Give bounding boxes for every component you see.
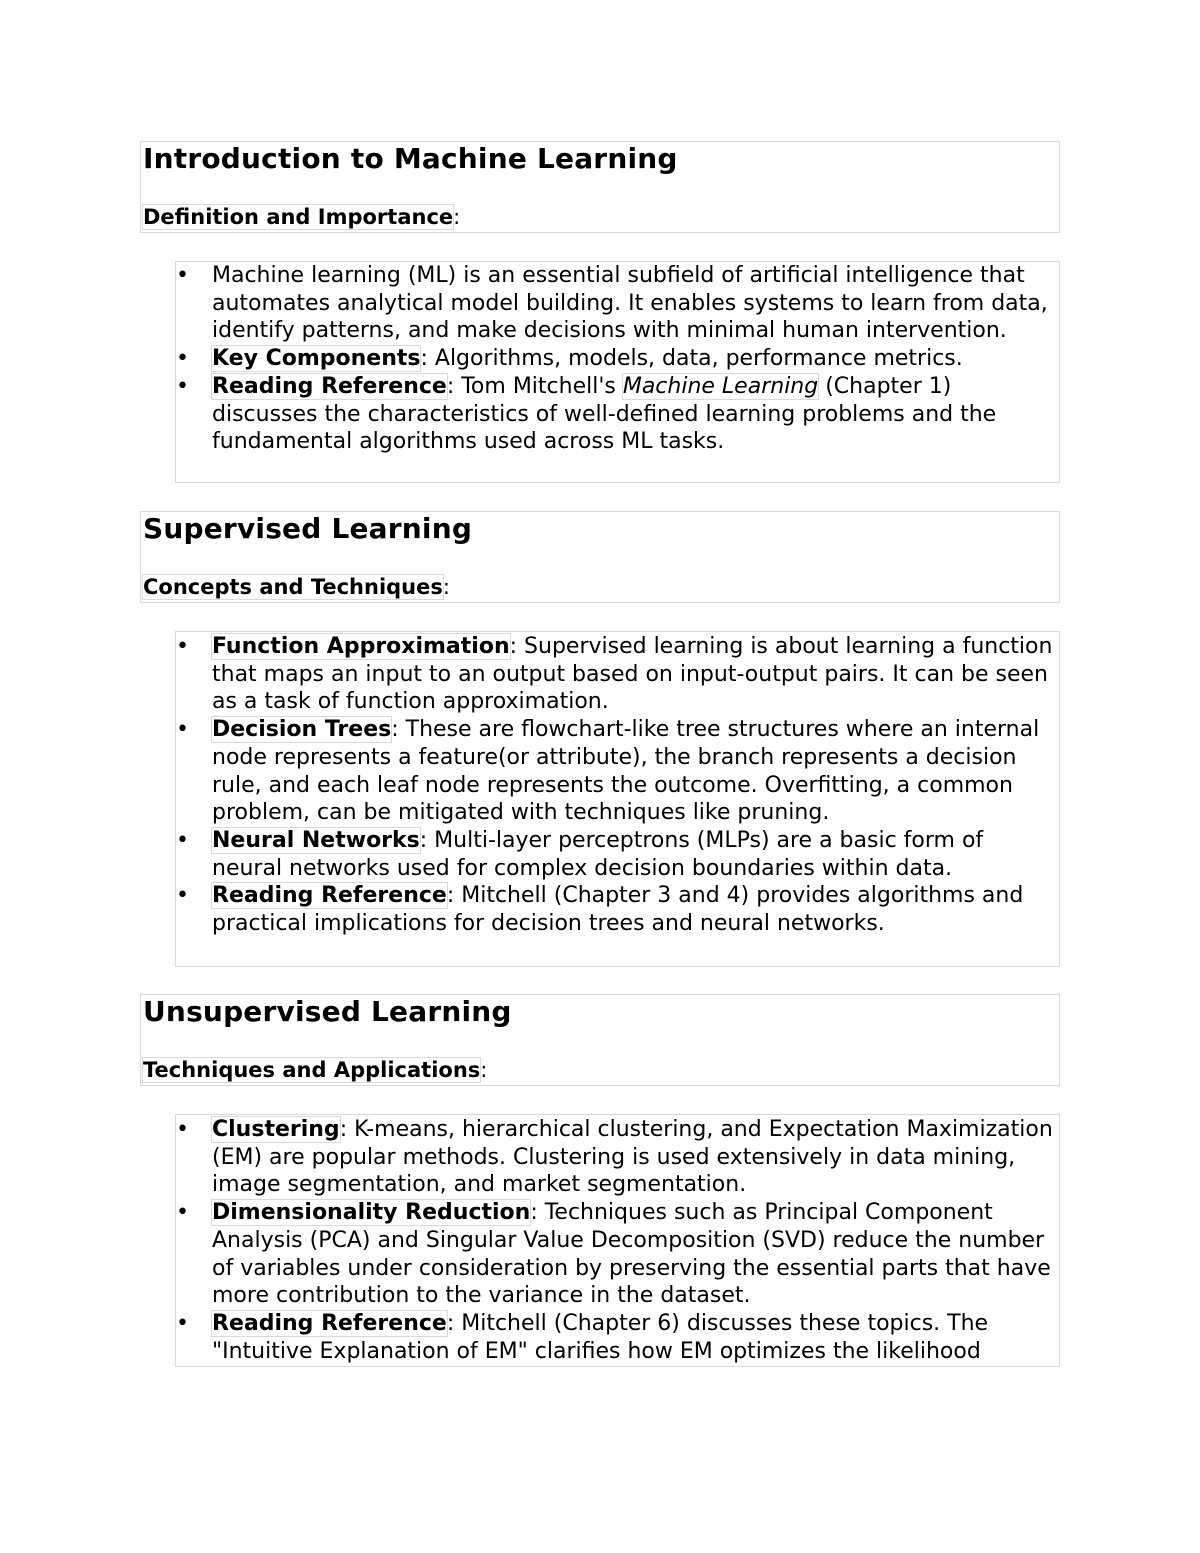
bullet-icon: •	[176, 1200, 189, 1226]
subheading-label: Concepts and Techniques	[143, 575, 443, 599]
bullet-icon: •	[176, 373, 189, 399]
item-term: Dimensionality Reduction	[212, 1200, 531, 1226]
section-subheading	[143, 204, 460, 230]
item-text: : Techniques such as Principal Component Analysis (PCA) and Singular Value Decomposition (SVD) reduce the number of variables under consideration by preserving the essential parts that have more contribution to the variance in the dataset.	[212, 1200, 1051, 1309]
list-item	[176, 716, 1056, 827]
bullet-icon: •	[176, 263, 189, 288]
list-item	[176, 633, 1056, 716]
list-item	[176, 1199, 1056, 1310]
item-text: : Tom Mitchell's	[446, 373, 623, 399]
book-title: Machine Learning	[622, 373, 819, 399]
subheading-label: Techniques and Applications	[143, 1058, 481, 1082]
bullet-icon: •	[176, 883, 189, 909]
item-term: Decision Trees	[212, 717, 392, 743]
item-term: Function Approximation	[212, 634, 510, 659]
bullet-list	[176, 633, 1056, 938]
item-text: (Chapter 1) discusses the characteristics of well-defined learning problems and the fundamental algorithms used across ML tasks.	[212, 373, 997, 455]
item-term: Reading Reference	[212, 883, 447, 909]
item-term: Neural Networks	[212, 827, 420, 853]
bullet-list	[176, 262, 1056, 456]
item-text: : Supervised learning is about learning a function that maps an input to an output based on input-output pairs. It can be seen as a task of function approximation.	[212, 634, 1053, 715]
item-text: : Mitchell (Chapter 6) discusses these topics. The "Intuitive Explanation of EM" clarifies how EM optimizes the likelihood	[212, 1310, 989, 1364]
section-title: Unsupervised Learning	[143, 995, 512, 1028]
item-term: Key Components	[212, 346, 421, 372]
list-item	[176, 1310, 1056, 1365]
list-item	[176, 373, 1056, 456]
item-text: : Multi-layer perceptrons (MLPs) are a basic form of neural networks used for complex decision boundaries within data.	[212, 827, 984, 881]
section-title: Supervised Learning	[143, 512, 473, 545]
section-subheading	[143, 574, 450, 600]
item-text: Machine learning (ML) is an essential subfield of artificial intelligence that automates analytical model building. It enables systems to learn from data, identify patterns, and make decisions with minimal human intervention.	[212, 263, 1048, 344]
item-text: : Algorithms, models, data, performance metrics.	[420, 346, 963, 372]
list-item	[176, 345, 1056, 373]
section-subheading	[143, 1057, 487, 1083]
bullet-icon: •	[176, 634, 189, 659]
item-term: Clustering	[212, 1117, 340, 1142]
bullet-icon: •	[176, 346, 189, 372]
bullet-list	[176, 1116, 1056, 1366]
list-item	[176, 262, 1056, 345]
subheading-label: Definition and Importance	[143, 205, 454, 229]
item-text: : These are flowchart-like tree structures where an internal node represents a feature(or attribute), the branch represents a decision rule, and each leaf node represents the outcome. Overfitting, a common problem, can be mitigated with techniques like pruning.	[212, 717, 1040, 826]
subheading-suffix: :	[480, 1058, 488, 1082]
item-term: Reading Reference	[212, 373, 447, 399]
list-item	[176, 1116, 1056, 1199]
list-item	[176, 827, 1056, 882]
section-title: Introduction to Machine Learning	[143, 142, 678, 175]
item-text: : K-means, hierarchical clustering, and Expectation Maximization (EM) are popular methods. Clustering is used extensively in data mining, image segmentation, and market segmentation.	[212, 1117, 1053, 1198]
bullet-icon: •	[176, 827, 189, 853]
subheading-suffix: :	[442, 575, 450, 599]
list-item	[176, 882, 1056, 937]
bullet-icon: •	[176, 1117, 189, 1142]
subheading-suffix: :	[453, 205, 461, 229]
item-text: : Mitchell (Chapter 3 and 4) provides algorithms and practical implications for decision trees and neural networks.	[212, 883, 1024, 937]
bullet-icon: •	[176, 1310, 189, 1336]
bullet-icon: •	[176, 717, 189, 743]
item-term: Reading Reference	[212, 1310, 447, 1336]
